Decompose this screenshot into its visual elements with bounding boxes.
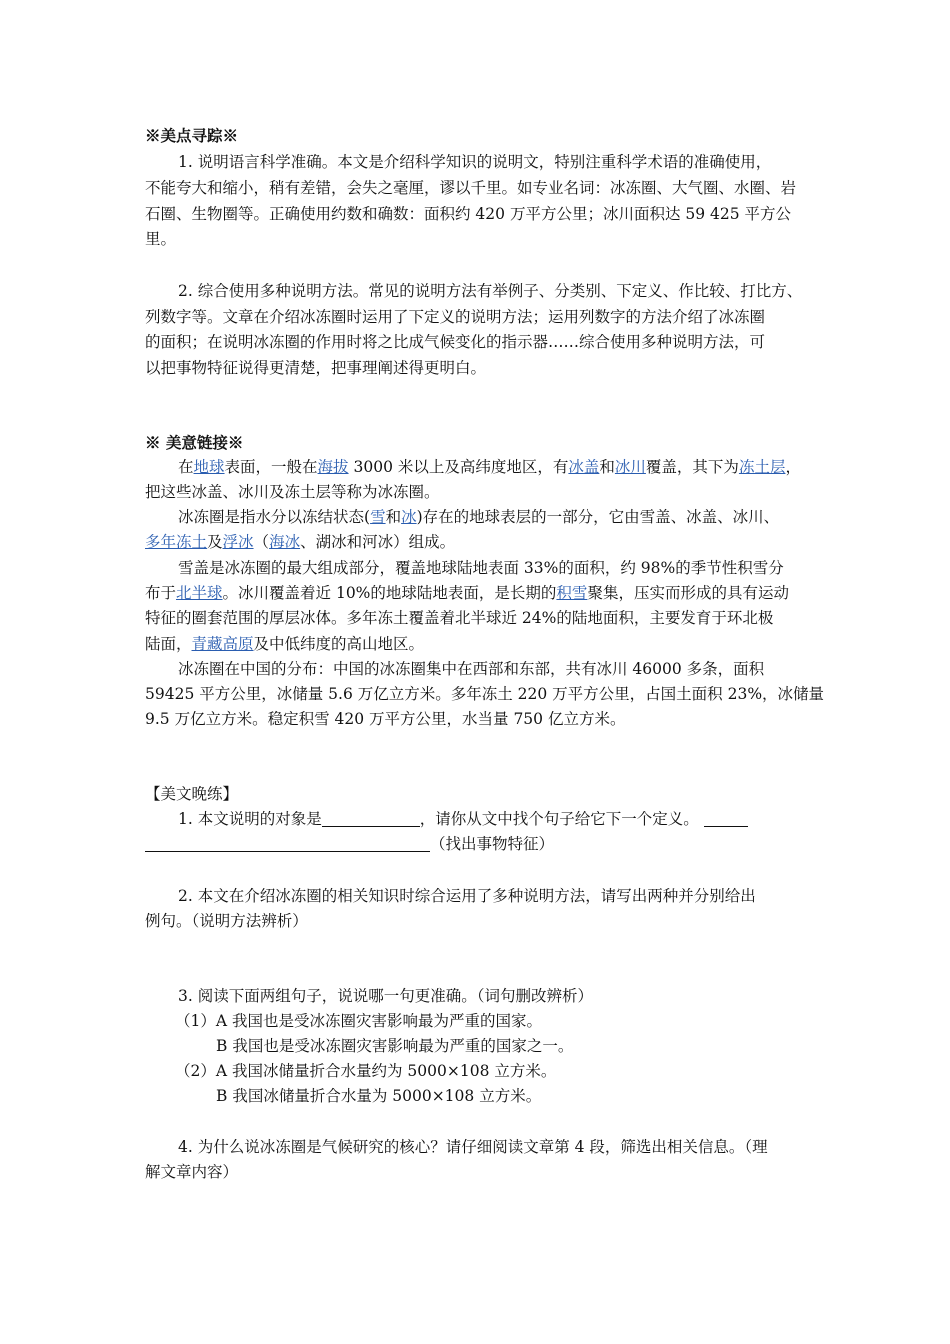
section-heading-meiyi: ※ 美意链接※	[145, 433, 244, 452]
question-3-title: 3. 阅读下面两组句子，说说哪一句更准确。（词句删改辨析）	[178, 987, 593, 1005]
text: )存在的地球表层的一部分，它由雪盖、冰盖、冰川、	[416, 508, 780, 526]
text: 及	[207, 533, 223, 551]
link-northern-hemisphere[interactable]: 北半球	[176, 584, 223, 602]
text: ，请你从文中找个句子给它下一个定义。	[419, 810, 699, 828]
link-snow[interactable]: 雪	[370, 508, 386, 526]
text: 聚集，压实而形成的具有运动	[587, 584, 789, 602]
paragraph-line: 不能夸大和缩小，稍有差错，会失之毫厘，谬以千里。如专业名词：冰冻圈、大气圈、水圈、岩	[145, 179, 797, 197]
answer-blank[interactable]	[145, 835, 430, 852]
text: 和	[599, 458, 615, 476]
paragraph-line	[145, 581, 817, 605]
paragraph-line	[178, 505, 818, 529]
question-3-option: （2）A 我国冰储量折合水量约为 5000×108 立方米。	[175, 1062, 557, 1080]
paragraph-line	[145, 530, 817, 554]
question-2-line: 2. 本文在介绍冰冻圈的相关知识时综合运用了多种说明方法，请写出两种并分别给出	[178, 887, 756, 905]
link-permafrost[interactable]: 多年冻土	[145, 533, 208, 551]
text: 覆盖，其下为	[645, 458, 739, 476]
text: 和	[385, 508, 402, 526]
section-heading-meidian: ※美点寻踪※	[145, 126, 239, 145]
text: 3000 米以上及高纬度地区，有	[348, 458, 569, 476]
question-2-line: 例句。（说明方法辨析）	[145, 912, 308, 930]
paragraph-line	[145, 632, 817, 656]
paragraph-line: 石圈、生物圈等。正确使用约数和确数：面积约 420 万平方公里；冰川面积达 59 425 平方公	[145, 205, 792, 223]
question-4-line: 4. 为什么说冰冻圈是气候研究的核心？请仔细阅读文章第 4 段，筛选出相关信息。（理	[178, 1138, 768, 1156]
link-floating-ice[interactable]: 浮冰	[222, 533, 254, 551]
paragraph-line: 冰冻圈在中国的分布：中国的冰冻圈集中在西部和东部，共有冰川 46000 多条，面积	[178, 660, 765, 678]
paragraph-line: 特征的圈套范围的厚层冰体。多年冻土覆盖着北半球近 24%的陆地面积，主要发育于环北极	[145, 609, 774, 627]
text: 。冰川覆盖着近 10%的地球陆地表面，是长期的	[222, 584, 557, 602]
text: 布于	[145, 584, 177, 602]
paragraph-line: 雪盖是冰冻圈的最大组成部分，覆盖地球陆地表面 33%的面积，约 98%的季节性积雪分	[178, 559, 784, 577]
link-sea-ice[interactable]: 海冰	[269, 533, 301, 551]
paragraph-line: 的面积；在说明冰冻圈的作用时将之比成气候变化的指示器……综合使用多种说明方法，可	[145, 333, 766, 351]
text: 在	[178, 458, 194, 476]
paragraph-line: 1. 说明语言科学准确。本文是介绍科学知识的说明文，特别注重科学术语的准确使用，	[178, 153, 772, 171]
paragraph-line: 59425 平方公里，冰储量 5.6 万亿立方米。多年冻土 220 万平方公里，占国土面积 23%，冰储量	[145, 685, 825, 703]
link-earth[interactable]: 地球	[193, 458, 225, 476]
link-ice-sheet[interactable]: 冰盖	[568, 458, 600, 476]
text: ，	[785, 458, 801, 476]
text: 、湖冰和河冰）组成。	[300, 533, 456, 551]
link-frozen-soil[interactable]: 冻土层	[738, 458, 786, 476]
link-glacier[interactable]: 冰川	[614, 458, 646, 476]
text: 1. 本文说明的对象是	[178, 810, 322, 828]
question-4-line: 解文章内容）	[145, 1163, 239, 1181]
question-3-option: B 我国也是受冰冻圈灾害影响最为严重的国家之一。	[216, 1037, 574, 1055]
paragraph-line: 里。	[145, 230, 177, 248]
answer-blank[interactable]	[704, 810, 748, 827]
link-accumulated-snow[interactable]: 积雪	[556, 584, 588, 602]
question-1-line-2	[145, 832, 817, 856]
link-tibetan-plateau[interactable]: 青藏高原	[191, 635, 254, 653]
paragraph-line: 9.5 万亿立方米。稳定积雪 420 万平方公里，水当量 750 亿立方米。	[145, 710, 626, 728]
paragraph-line: 列数字等。文章在介绍冰冻圈时运用了下定义的说明方法；运用列数字的方法介绍了冰冻圈	[145, 308, 766, 326]
link-ice[interactable]: 冰	[401, 508, 417, 526]
text: 陆面，	[145, 635, 192, 653]
link-altitude[interactable]: 海拔	[317, 458, 349, 476]
section-heading-exercise: 【美文晚练】	[145, 785, 239, 803]
answer-blank[interactable]	[322, 810, 420, 827]
paragraph-line: 2. 综合使用多种说明方法。常见的说明方法有举例子、分类别、下定义、作比较、打比方、	[178, 282, 803, 300]
question-1-line	[178, 807, 818, 831]
text: 及中低纬度的高山地区。	[253, 635, 425, 653]
text: （	[253, 533, 270, 551]
paragraph-line: 以把事物特征说得更清楚，把事理阐述得更明白。	[145, 359, 487, 377]
paragraph-line: 把这些冰盖、冰川及冻土层等称为冰冻圈。	[145, 483, 440, 501]
question-3-option: B 我国冰储量折合水量为 5000×108 立方米。	[216, 1087, 542, 1105]
text: 冰冻圈是指水分以冻结状态(	[178, 508, 371, 526]
text: 表面，一般在	[224, 458, 318, 476]
paragraph-line	[178, 455, 818, 479]
question-3-option: （1）A 我国也是受冰冻圈灾害影响最为严重的国家。	[175, 1012, 542, 1030]
text: （找出事物特征）	[430, 835, 555, 853]
